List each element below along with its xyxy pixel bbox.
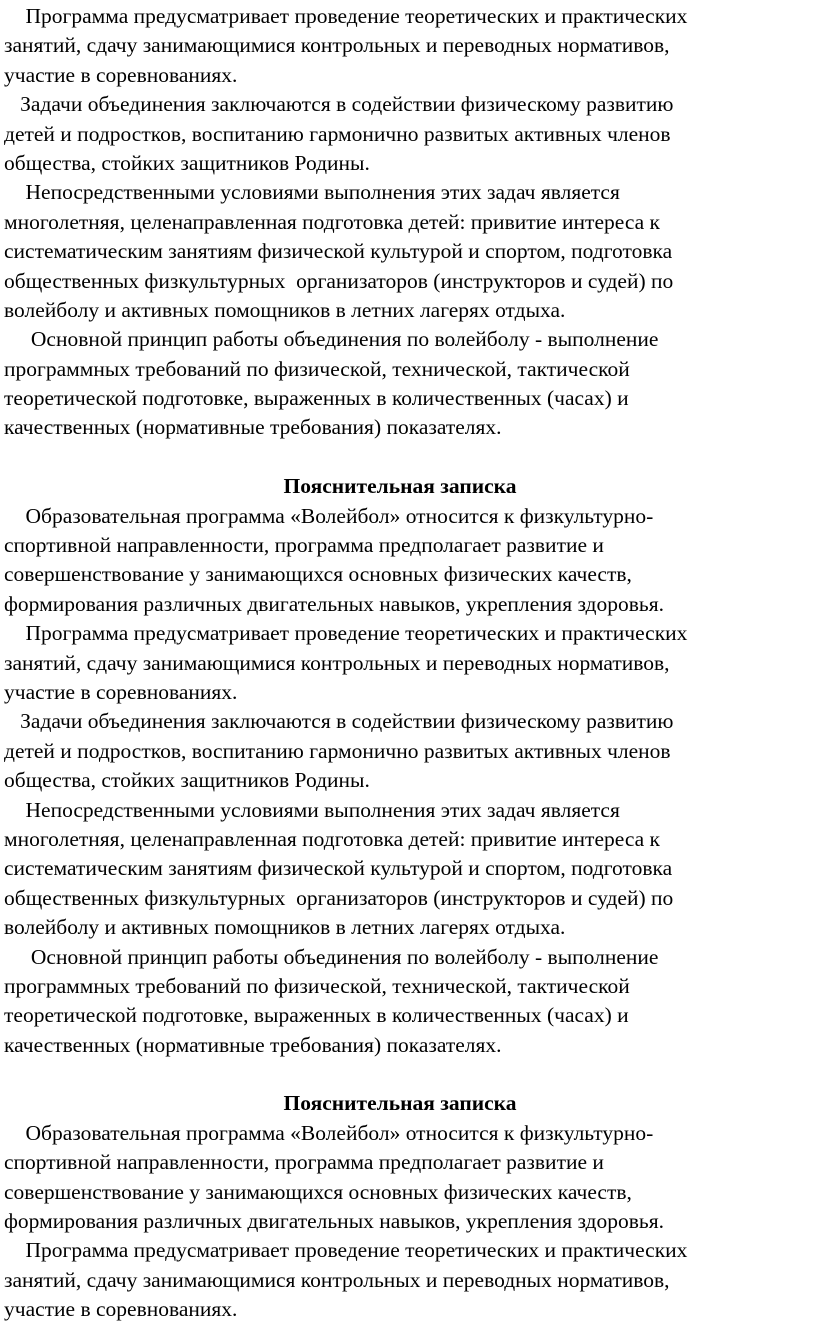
text-line: систематическим занятиям физической культурой и спортом, подготовка [4, 239, 673, 264]
text-line: участие в соревнованиях. [4, 679, 238, 704]
text-line: качественных (нормативные требования) показателях. [4, 415, 502, 440]
text-line: программных требований по физической, технической, тактической [4, 973, 630, 998]
text-line: занятий, сдачу занимающимися контрольных и переводных нормативов, [4, 1267, 670, 1292]
text-line: многолетняя, целенаправленная подготовка детей: привитие интереса к [4, 209, 660, 234]
text-line: участие в соревнованиях. [4, 62, 238, 87]
paragraph [4, 619, 804, 707]
text-line: Программа предусматривает проведение теоретических и практических [4, 4, 688, 28]
section-heading: Пояснительная записка [283, 474, 517, 499]
text-line: программных требований по физической, технической, тактической [4, 356, 630, 381]
text-line: теоретической подготовке, выраженных в количественных (часах) и [4, 1003, 629, 1028]
paragraph [4, 90, 804, 178]
text-line: Образовательная программа «Волейбол» относится к физкультурно- [4, 1120, 654, 1145]
text-line: совершенствование у занимающихся основных физических качеств, [4, 1179, 632, 1204]
text-line: систематическим занятиям физической культурой и спортом, подготовка [4, 856, 673, 881]
document-page [4, 2, 804, 1325]
text-line: Непосредственными условиями выполнения этих задач является [4, 797, 620, 822]
text-line: детей и подростков, воспитанию гармонично развитых активных членов [4, 121, 671, 146]
text-line: Непосредственными условиями выполнения этих задач является [4, 180, 620, 205]
paragraph [4, 1119, 804, 1237]
text-line: общества, стойких защитников Родины. [4, 150, 370, 175]
text-line: общества, стойких защитников Родины. [4, 768, 370, 793]
paragraph [4, 796, 804, 943]
paragraph [4, 178, 804, 325]
paragraph [4, 707, 804, 795]
text-line: Задачи объединения заключаются в содействии физическому развитию [4, 92, 674, 117]
text-line: многолетняя, целенаправленная подготовка детей: привитие интереса к [4, 826, 660, 851]
blank-line [4, 443, 804, 472]
text-line: Основной принцип работы объединения по волейболу - выполнение [4, 327, 659, 352]
paragraph [4, 1236, 804, 1324]
text-line: формирования различных двигательных навыков, укрепления здоровья. [4, 1209, 664, 1234]
paragraph [4, 325, 804, 443]
paragraph [4, 502, 804, 620]
text-line: Основной принцип работы объединения по волейболу - выполнение [4, 944, 659, 969]
text-line: волейболу и активных помощников в летних лагерях отдыха. [4, 915, 566, 940]
text-line: теоретической подготовке, выраженных в количественных (часах) и [4, 386, 629, 411]
text-line: занятий, сдачу занимающимися контрольных и переводных нормативов, [4, 33, 670, 58]
paragraph [4, 2, 804, 90]
text-line: общественных физкультурных организаторов (инструкторов и судей) по [4, 268, 674, 293]
text-line: Образовательная программа «Волейбол» относится к физкультурно- [4, 503, 654, 528]
text-line: Задачи объединения заключаются в содействии физическому развитию [4, 709, 674, 734]
text-line: детей и подростков, воспитанию гармонично развитых активных членов [4, 738, 671, 763]
text-line: качественных (нормативные требования) показателях. [4, 1032, 502, 1057]
text-line: волейболу и активных помощников в летних лагерях отдыха. [4, 297, 566, 322]
text-line: участие в соревнованиях. [4, 1297, 238, 1322]
text-line: занятий, сдачу занимающимися контрольных и переводных нормативов, [4, 650, 670, 675]
text-line: Программа предусматривает проведение теоретических и практических [4, 1238, 688, 1263]
section-heading: Пояснительная записка [283, 1091, 517, 1116]
paragraph [4, 943, 804, 1061]
text-line: формирования различных двигательных навыков, укрепления здоровья. [4, 591, 664, 616]
text-line: совершенствование у занимающихся основных физических качеств, [4, 562, 632, 587]
text-line: Программа предусматривает проведение теоретических и практических [4, 621, 688, 646]
text-line: спортивной направленности, программа предполагает развитие и [4, 533, 604, 558]
text-line: общественных физкультурных организаторов (инструкторов и судей) по [4, 885, 674, 910]
text-line: спортивной направленности, программа предполагает развитие и [4, 1150, 604, 1175]
blank-line [4, 1060, 804, 1089]
